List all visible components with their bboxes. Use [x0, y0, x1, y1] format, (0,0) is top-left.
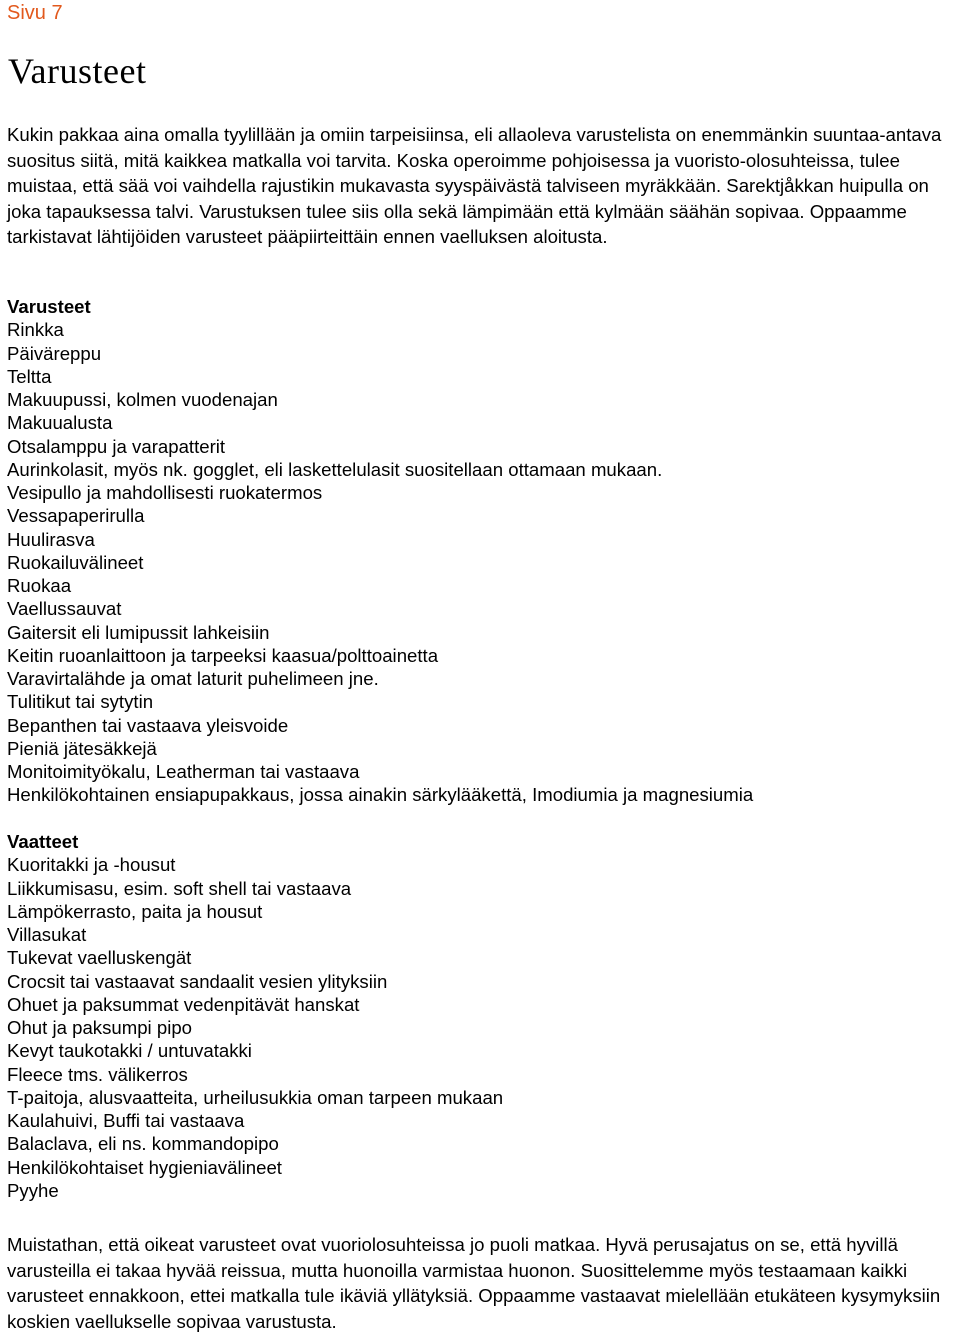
closing-paragraph: Muistathan, että oikeat varusteet ovat vuoriolosuhteissa jo puoli matkaa. Hyvä perusajatus on se, että hyvillä varusteilla ei takaa hyvää reissua, mutta huonoilla varmistaa huonon. Suosittelemme myös testaamaan kaikki varusteet ennakkoon, ettei matkalla tule ikäviä yllätyksiä. Oppaamme vastaavat mielellään etukäteen kysymyksiin koskien vaellukselle sopivaa varustusta. — [7, 1234, 941, 1332]
equipment-item: Päiväreppu — [7, 342, 102, 364]
equipment-item: Henkilökohtainen ensiapupakkaus, jossa ainakin särkylääkettä, Imodiumia ja magnesiumia — [7, 784, 754, 806]
equipment-item: Ruokaa — [7, 575, 72, 596]
clothes-item: Kevyt taukotakki / untuvatakki — [7, 1040, 252, 1062]
clothes-item: Crocsit tai vastaavat sandaalit vesien ylityksiin — [7, 970, 388, 992]
clothes-item: Pyyhe — [7, 1179, 59, 1201]
equipment-item: Makuualusta — [7, 412, 113, 434]
equipment-item: Pieniä jätesäkkejä — [7, 737, 157, 759]
clothes-item: Kaulahuivi, Buffi tai vastaava — [7, 1110, 245, 1131]
page-number: Sivu 7 — [7, 2, 63, 24]
equipment-item: Vesipullo ja mahdollisesti ruokatermos — [7, 482, 323, 503]
clothes-item: Henkilökohtaiset hygieniavälineet — [7, 1156, 282, 1178]
equipment-section — [7, 295, 753, 807]
equipment-item: Varavirtalähde ja omat laturit puhelimeen jne. — [7, 668, 379, 689]
clothes-item: Tukevat vaelluskengät — [7, 947, 192, 969]
clothes-item: Liikkumisasu, esim. soft shell tai vastaava — [7, 877, 352, 899]
equipment-item: Keitin ruoanlaittoon ja tarpeeksi kaasua/polttoainetta — [7, 644, 439, 666]
equipment-item: Ruokailuvälineet — [7, 551, 144, 573]
equipment-item: Huulirasva — [7, 528, 95, 550]
clothes-item: T-paitoja, alusvaatteita, urheilusukkia oman tarpeen mukaan — [7, 1086, 504, 1108]
clothes-item: Ohuet ja paksummat vedenpitävät hanskat — [7, 993, 360, 1015]
equipment-item: Rinkka — [7, 319, 64, 341]
equipment-item: Makuupussi, kolmen vuodenajan — [7, 389, 278, 410]
equipment-item: Bepanthen tai vastaava yleisvoide — [7, 714, 289, 736]
page-title: Varusteet — [8, 51, 147, 91]
clothes-list — [7, 853, 503, 1202]
equipment-heading: Varusteet — [7, 296, 91, 317]
equipment-item: Aurinkolasit, myös nk. gogglet, eli laskettelulasit suositellaan ottamaan mukaan. — [7, 458, 663, 480]
equipment-item: Gaitersit eli lumipussit lahkeisiin — [7, 621, 270, 643]
clothes-heading: Vaatteet — [7, 831, 79, 852]
clothes-item: Ohut ja paksumpi pipo — [7, 1017, 193, 1038]
intro-paragraph: Kukin pakkaa aina omalla tyylillään ja omiin tarpeisiinsa, eli allaoleva varustelista on enemmänkin suuntaa-antava suositus siitä, mitä kaikkea matkalla voi tarvita. Koska operoimme pohjoisessa ja vuoristo-olosuhteissa, tulee muistaa, että sää voi vaihdella rajustikin mukavasta syyspäivästä talviseen myräkkään. Sarektjåkkan huipulla on joka tapauksessa talvi. Varustuksen tulee siis olla sekä lämpimään että kylmään säähän sopivaa. Oppaamme tarkistavat lähtijöiden varusteet pääpiirteittäin ennen vaelluksen aloitusta. — [7, 124, 942, 248]
clothes-item: Villasukat — [7, 924, 87, 945]
equipment-item: Monitoimityökalu, Leatherman tai vastaava — [7, 761, 360, 782]
equipment-item: Vessapaperirulla — [7, 505, 145, 527]
equipment-item: Otsalamppu ja varapatterit — [7, 435, 226, 457]
clothes-item: Kuoritakki ja -housut — [7, 854, 176, 876]
clothes-item: Lämpökerrasto, paita ja housut — [7, 900, 263, 922]
equipment-item: Tulitikut tai sytytin — [7, 691, 154, 713]
equipment-item: Teltta — [7, 365, 52, 387]
equipment-item: Vaellussauvat — [7, 598, 122, 620]
clothes-section — [7, 830, 503, 1202]
clothes-item: Balaclava, eli ns. kommandopipo — [7, 1133, 279, 1155]
equipment-list — [7, 318, 753, 806]
clothes-item: Fleece tms. välikerros — [7, 1063, 188, 1085]
